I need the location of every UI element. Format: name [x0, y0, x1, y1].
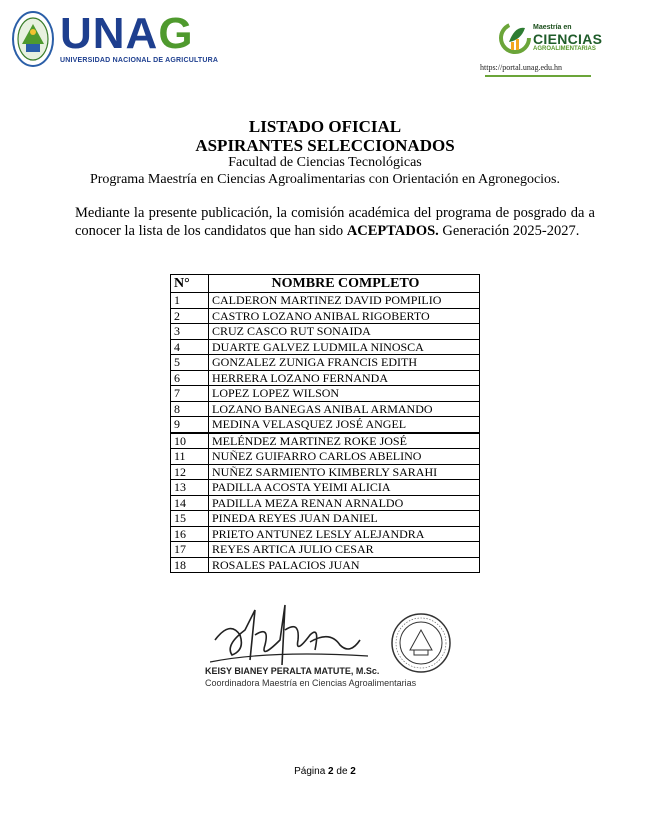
signatory-name: KEISY BIANEY PERALTA MATUTE, M.Sc.	[205, 666, 380, 676]
portal-url-link[interactable]: https://portal.unag.edu.hn	[480, 63, 562, 72]
candidates-table	[170, 274, 480, 573]
table-row	[171, 417, 480, 433]
row-number: 2	[171, 308, 209, 324]
row-full-name: DUARTE GALVEZ LUDMILA NINOSCA	[209, 339, 480, 355]
row-number: 4	[171, 339, 209, 355]
table-row	[171, 386, 480, 402]
row-full-name: NUÑEZ GUIFARRO CARLOS ABELINO	[209, 449, 480, 465]
row-full-name: GONZALEZ ZUNIGA FRANCIS EDITH	[209, 355, 480, 371]
maestria-logo-line3: AGROALIMENTARIAS	[533, 46, 596, 52]
handwritten-signature-icon	[210, 600, 370, 672]
row-full-name: REYES ARTICA JULIO CESAR	[209, 542, 480, 558]
column-header-number: N°	[171, 275, 209, 293]
document-title-line1: LISTADO OFICIAL	[248, 117, 402, 136]
row-number: 7	[171, 386, 209, 402]
intro-text-before: Mediante la presente publicación, la comisión académica del programa de posgrado da a conocer la lista de los candidatos que han sido	[75, 205, 595, 239]
row-number: 8	[171, 401, 209, 417]
row-number: 13	[171, 480, 209, 496]
row-number: 16	[171, 526, 209, 542]
row-full-name: NUÑEZ SARMIENTO KIMBERLY SARAHI	[209, 464, 480, 480]
table-row	[171, 339, 480, 355]
table-row	[171, 495, 480, 511]
table-row	[171, 308, 480, 324]
row-full-name: CALDERON MARTINEZ DAVID POMPILIO	[209, 293, 480, 309]
row-number: 10	[171, 433, 209, 449]
table-row	[171, 355, 480, 371]
row-number: 12	[171, 464, 209, 480]
row-full-name: HERRERA LOZANO FERNANDA	[209, 370, 480, 386]
row-number: 15	[171, 511, 209, 527]
intro-text-after: Generación 2025-2027.	[438, 223, 580, 239]
unag-logo-text: UNAG	[60, 9, 194, 58]
row-number: 9	[171, 417, 209, 433]
row-full-name: LOZANO BANEGAS ANIBAL ARMANDO	[209, 401, 480, 417]
row-full-name: PADILLA ACOSTA YEIMI ALICIA	[209, 480, 480, 496]
table-row	[171, 464, 480, 480]
document-title-line2: ASPIRANTES SELECCIONADOS	[195, 136, 455, 155]
signatory-role: Coordinadora Maestría en Ciencias Agroalimentarias	[205, 678, 417, 688]
table-row	[171, 542, 480, 558]
table-row	[171, 526, 480, 542]
table-row	[171, 557, 480, 573]
table-row	[171, 433, 480, 449]
row-number: 3	[171, 324, 209, 340]
row-full-name: LOPEZ LOPEZ WILSON	[209, 386, 480, 402]
table-row	[171, 324, 480, 340]
row-number: 18	[171, 557, 209, 573]
intro-paragraph	[75, 204, 595, 240]
table-row	[171, 293, 480, 309]
university-seal-icon	[12, 10, 54, 68]
row-full-name: CRUZ CASCO RUT SONAIDA	[209, 324, 480, 340]
maestria-leaf-logo-icon	[499, 20, 531, 54]
maestria-logo-line2: CIENCIAS	[533, 31, 603, 47]
row-number: 5	[171, 355, 209, 371]
table-row	[171, 480, 480, 496]
row-number: 11	[171, 449, 209, 465]
row-number: 14	[171, 495, 209, 511]
unag-logo-subtitle: UNIVERSIDAD NACIONAL DE AGRICULTURA	[60, 57, 219, 64]
intro-text-bold: ACEPTADOS.	[346, 223, 439, 239]
table-row	[171, 449, 480, 465]
program-name: Programa Maestría en Ciencias Agroalimentarias con Orientación en Agronegocios.	[89, 172, 561, 187]
row-full-name: PRIETO ANTUNEZ LESLY ALEJANDRA	[209, 526, 480, 542]
table-header-row	[171, 275, 480, 293]
header-divider	[485, 75, 591, 77]
row-number: 17	[171, 542, 209, 558]
row-full-name: CASTRO LOZANO ANIBAL RIGOBERTO	[209, 308, 480, 324]
maestria-logo-line1: Maestría en	[533, 24, 572, 31]
column-header-name: NOMBRE COMPLETO	[209, 275, 480, 293]
row-full-name: ROSALES PALACIOS JUAN	[209, 557, 480, 573]
row-full-name: PINEDA REYES JUAN DANIEL	[209, 511, 480, 527]
faculty-name: Facultad de Ciencias Tecnológicas	[228, 155, 422, 170]
row-full-name: PADILLA MEZA RENAN ARNALDO	[209, 495, 480, 511]
official-seal-icon	[390, 612, 452, 674]
table-row	[171, 511, 480, 527]
table-row	[171, 401, 480, 417]
row-full-name: MELÉNDEZ MARTINEZ ROKE JOSÉ	[209, 433, 480, 449]
table-row	[171, 370, 480, 386]
row-number: 6	[171, 370, 209, 386]
row-number: 1	[171, 293, 209, 309]
row-full-name: MEDINA VELASQUEZ JOSÉ ANGEL	[209, 417, 480, 433]
page-number: Página 2 de 2	[294, 766, 356, 777]
